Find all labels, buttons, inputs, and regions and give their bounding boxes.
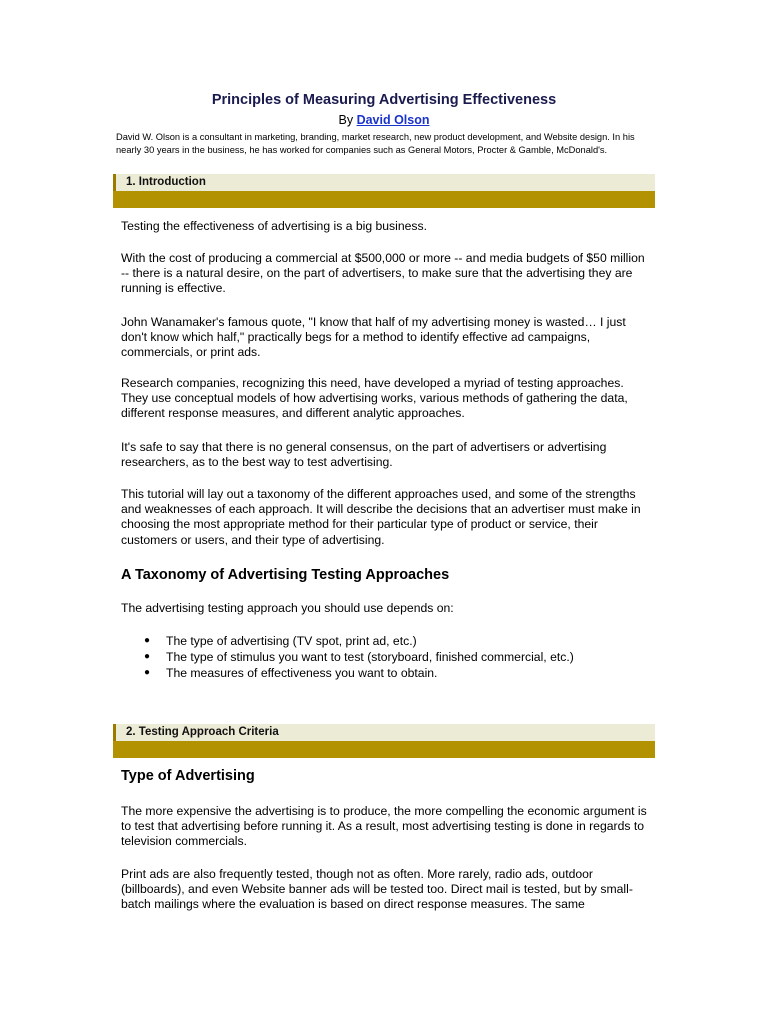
bullet-icon: ● (144, 651, 151, 663)
intro-paragraph: John Wanamaker's famous quote, "I know that half of my advertising money is wasted… I just don't know which half," practically begs for a method to identify effective ad campaigns, commercials, or print ads. (121, 315, 626, 360)
section-header-testing-approach-criteria (113, 724, 655, 758)
intro-paragraph: Research companies, recognizing this need, have developed a myriad of testing approaches. They use conceptual models of how advertising works, various methods of gathering the data, different response measures, and different analytic approaches. (121, 376, 628, 421)
list-item-text: The type of advertising (TV spot, print ad, etc.) (166, 634, 417, 648)
list-item (121, 665, 641, 681)
body-paragraph: The more expensive the advertising is to produce, the more compelling the economic argument is to test that advertising before running it. As a result, most advertising testing is done in regards to television commercials. (121, 804, 647, 849)
list-item (121, 649, 641, 665)
taxonomy-lead: The advertising testing approach you should use depends on: (121, 601, 454, 615)
taxonomy-heading: A Taxonomy of Advertising Testing Approaches (121, 567, 450, 583)
bullet-icon: ● (144, 667, 151, 679)
author-link[interactable]: David Olson (356, 113, 430, 127)
intro-paragraph: This tutorial will lay out a taxonomy of the different approaches used, and some of the strengths and weaknesses of each approach. It will describe the decisions that an advertiser must make in choosing the most appropriate method for their particular type of product or service, their customers or users, and their type of advertising. (121, 487, 641, 547)
page-title: Principles of Measuring Advertising Effectiveness (211, 92, 557, 108)
intro-paragraph: It's safe to say that there is no general consensus, on the part of advertisers or advertising researchers, as to the best way to test advertising. (121, 440, 607, 470)
bullet-icon: ● (144, 635, 151, 646)
intro-paragraph: Testing the effectiveness of advertising is a big business. (121, 219, 427, 233)
section-label: 2. Testing Approach Criteria (126, 726, 279, 738)
byline (0, 113, 768, 127)
byline-prefix: By (338, 113, 357, 127)
intro-paragraph: With the cost of producing a commercial at $500,000 or more -- and media budgets of $50 million -- there is a natural desire, on the part of advertisers, to make sure that the advertising they are running is effective. (121, 251, 645, 296)
author-bio: David W. Olson is a consultant in marketing, branding, market research, new product development, and Website design. In his nearly 30 years in the business, he has worked for companies such as General Motors, Procter & Gamble, McDonald's. (116, 132, 635, 155)
list-item-text: The type of stimulus you want to test (storyboard, finished commercial, etc.) (166, 650, 574, 665)
list-item (121, 633, 641, 649)
type-of-advertising-heading: Type of Advertising (121, 768, 255, 784)
section-header-introduction (113, 174, 655, 208)
list-item-text: The measures of effectiveness you want to obtain. (166, 666, 438, 681)
body-paragraph: Print ads are also frequently tested, though not as often. More rarely, radio ads, outdoor (billboards), and even Website banner ads will be tested too. Direct mail is tested, but by small-batch mailings where the evaluation is based on direct response measures. The same (121, 867, 633, 912)
section-label: 1. Introduction (126, 176, 206, 188)
taxonomy-bullet-list (121, 633, 641, 682)
